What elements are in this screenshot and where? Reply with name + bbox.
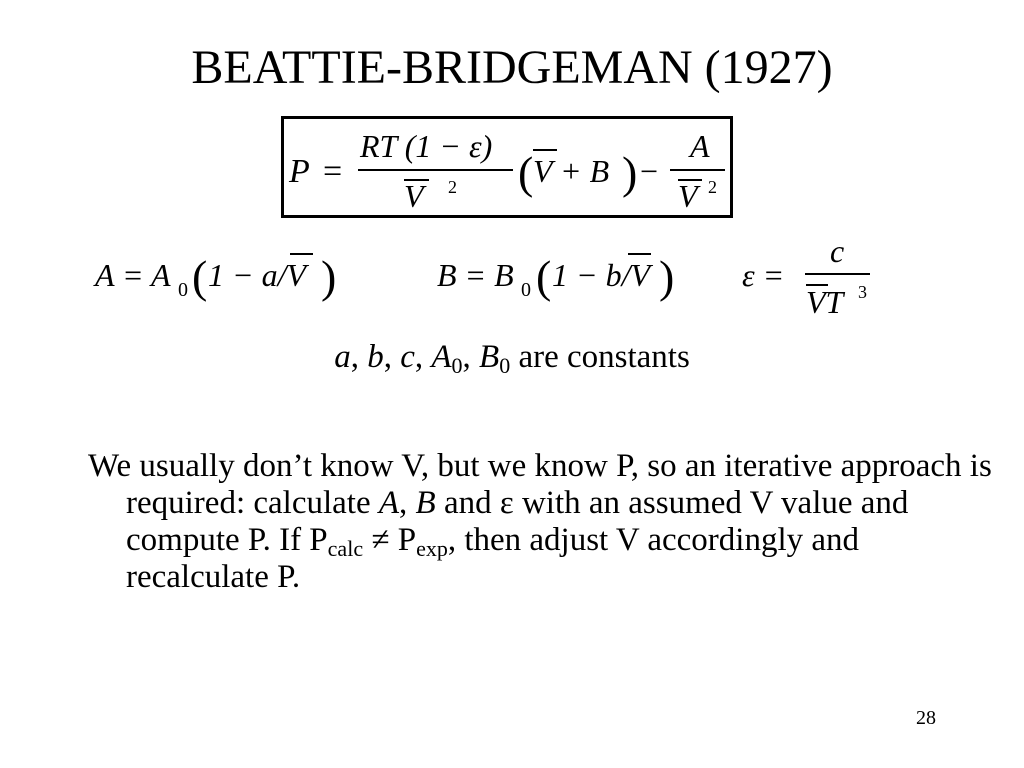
b-eq-paren-open: ( [536,251,552,302]
main-eq-equals: = [323,153,343,190]
page-number: 28 [916,707,936,729]
a-eq-paren-open: ( [192,251,208,302]
main-eq-paren-content: V + B [533,153,610,189]
para-part1: We usually don’t know V, but we know P, so an iterative approach is required: calculate [88,448,992,521]
main-eq-second-den-v: V [678,178,698,214]
a-eq-text: A = A [95,257,171,293]
para-P: P [397,522,417,558]
eps-eq-lhs: ε = [742,257,785,293]
eps-eq-numerator: c [830,233,845,269]
main-eq-second-numerator: A [690,128,710,164]
const-A-sub: 0 [451,353,463,378]
epsilon-equation [742,233,870,320]
const-A: A [431,339,452,375]
main-eq-paren-close: ) [622,147,638,198]
a-eq-rest: 1 − a/V [208,257,307,293]
para-part2: and ε with an assumed V value and compute P. If P [126,485,909,558]
constants-line: a, b, c, $A_0$, $B_0$ are constants [334,339,690,378]
para-A: A [378,485,400,521]
main-equation [288,128,725,214]
const-B: B [479,339,500,375]
const-c: c [400,339,415,375]
const-b: b [367,339,384,375]
explanation-paragraph [88,448,1006,596]
const-B-sub: 0 [499,353,511,378]
main-eq-denominator-v: V [404,178,424,214]
a-eq-paren-close: ) [321,251,337,302]
eps-eq-denominator: VT [806,284,844,320]
b-eq-text: B = B [437,257,514,293]
const-a: a [334,339,351,375]
para-exp-sub: exp [416,536,448,561]
main-eq-minus: − [640,153,659,189]
main-eq-second-den-exp: 2 [708,177,717,197]
b-eq-paren-close: ) [659,251,675,302]
main-eq-paren-open: ( [518,147,534,198]
b-equation [437,251,674,302]
para-B: B [415,485,436,521]
a-eq-subscript: 0 [178,279,188,301]
main-eq-denominator-exp: 2 [448,177,457,197]
b-eq-subscript: 0 [521,279,531,301]
para-part3: , then adjust V accordingly and recalculate P. [126,522,860,595]
const-suffix: are constants [518,339,690,375]
para-calc-sub: calc [327,536,364,561]
para-neq: ≠ [363,522,398,558]
para-comma: , [399,485,416,521]
b-eq-rest: 1 − b/V [552,257,651,293]
main-eq-lhs: P [289,153,310,190]
eps-eq-den-exp: 3 [858,282,867,302]
slide-title: BEATTIE-BRIDGEMAN (1927) [191,41,833,94]
a-equation [93,251,336,302]
main-eq-numerator: RT (1 − ε) [360,128,493,164]
